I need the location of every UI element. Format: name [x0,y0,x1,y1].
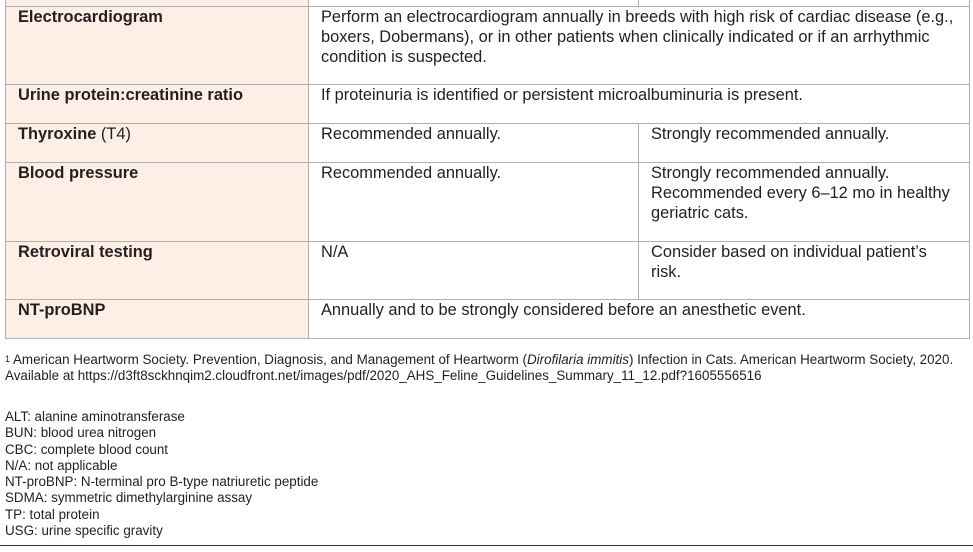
feline-cell: Consider based on individual patient’s risk. [639,242,970,300]
abbreviation-item: N/A: not applicable [5,457,118,473]
table-row-upc-ratio [6,85,970,124]
canine-cell: N/A [309,242,639,300]
row-label: Urine protein:creatinine ratio [6,85,309,124]
feline-cell: Strongly recommended annually. Recommended every 6–12 mo in healthy geriatric cats. [639,163,970,242]
feline-cell: Strongly recommended annually. [639,124,970,163]
table-row-retroviral [6,242,970,300]
canine-cell: Recommended annually. [309,124,639,163]
footnote-text-after: ) Infection in Cats. American Heartworm Society, 2020. Available at https://d3ft8sckhnqim2.cloudfront.net/images/pdf/2020_AHS_Feline_Guidelines_Summary_11_12.pdf?1605556516 [5,352,954,383]
recommendation-cell: Perform an electrocardiogram annually in breeds with high risk of cardiac disease (e.g., boxers, Dobermans), or in other patients when clinically indicated or if an arrhythmic condition is suspected. [309,7,970,85]
abbreviation-item: ALT: alanine aminotransferase [5,409,185,424]
footnote [5,352,955,384]
abbreviation-item: TP: total protein [5,506,100,522]
table-row-electrocardiogram [6,7,970,85]
row-label-note: (T4) [100,125,131,143]
abbreviation-item: NT-proBNP: N-terminal pro B-type natriuretic peptide [5,474,319,490]
abbreviation-item: SDMA: symmetric dimethylarginine assay [5,490,253,506]
row-label: Blood pressure [6,163,309,242]
screening-table [5,0,970,339]
footnote-marker: 1 [5,354,11,364]
row-label [6,124,309,163]
row-label: Retroviral testing [6,242,309,300]
row-label: NT-proBNP [6,300,309,339]
abbreviation-item: CBC: complete blood count [5,441,169,457]
table-row-nt-probnp [6,300,970,339]
row-label: Electrocardiogram [6,7,309,85]
abbreviation-item: USG: urine specific gravity [5,523,163,539]
footnote-italic: Dirofilaria immitis [527,352,629,367]
recommendation-cell: If proteinuria is identified or persistent microalbuminuria is present. [309,85,970,124]
abbreviation-item: BUN: blood urea nitrogen [5,425,157,441]
row-label-text: Thyroxine [18,125,97,143]
footnote-text-before: American Heartworm Society. Prevention, Diagnosis, and Management of Heartworm ( [13,352,528,367]
bottom-divider [0,545,973,546]
canine-cell: Recommended annually. [309,163,639,242]
recommendation-cell: Annually and to be strongly considered before an anesthetic event. [309,300,970,339]
table-row-thyroxine [6,124,970,163]
table-row-blood-pressure [6,163,970,242]
abbreviation-list [5,409,318,539]
